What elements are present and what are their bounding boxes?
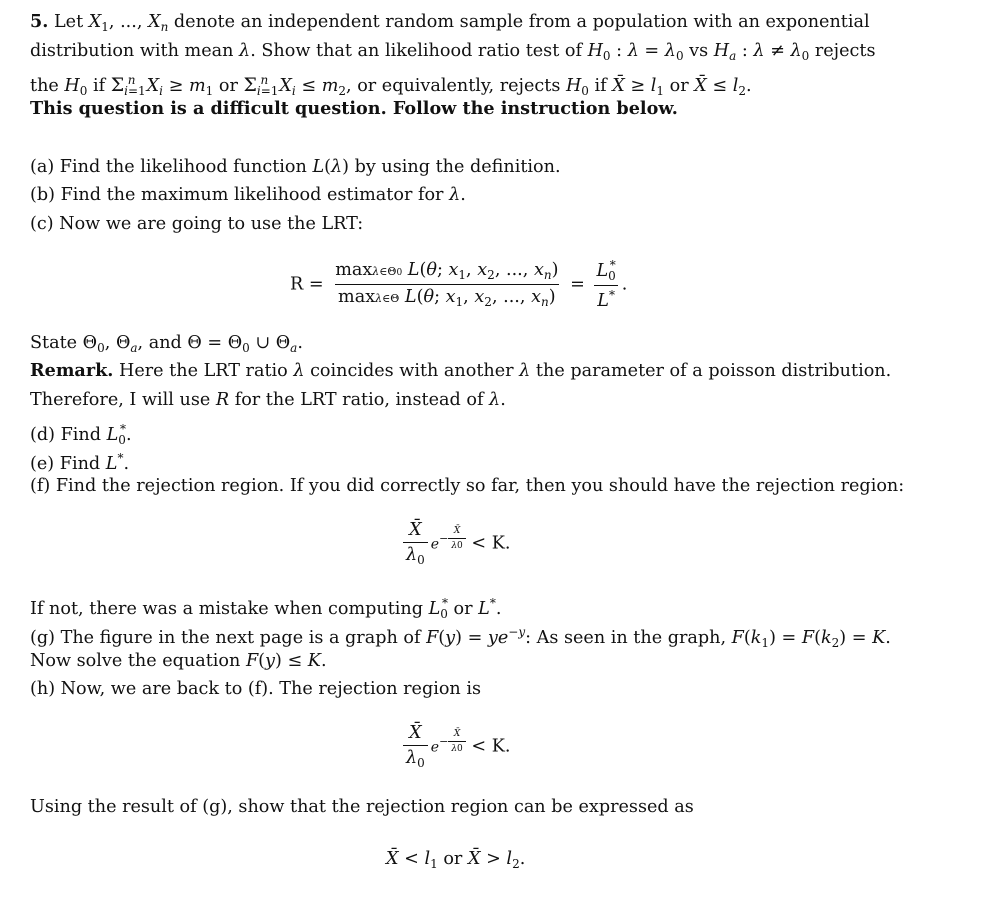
lrt-lhs: R =: [290, 274, 324, 295]
part-g-continued: Now solve the equation F(y) ≤ K.: [30, 651, 327, 671]
part-b: (b) Find the maximum likelihood estimator for λ.: [30, 185, 466, 205]
lrt-fraction: $\frac{\max\lambda\in\Theta 0 L(\theta; x_1, x_2, ..., x_n)}{\max\lambda\in\Theta L(\theta; x_1, x_2, ..., x_n)}$: [335, 260, 559, 309]
part-e: (e) Find L*.: [30, 451, 130, 474]
rejection-equation-2: $\frac{X̄}{\lambda_0}$ $e^{- \frac{X̄}{\lambda 0}}$ < K.: [400, 723, 510, 770]
difficulty-note: This question is a difficult question. Follow the instruction below.: [30, 98, 678, 119]
part-c: (c) Now we are going to use the LRT:: [30, 214, 364, 234]
final-instruction: Using the result of (g), show that the rejection region can be expressed as: [30, 797, 694, 817]
problem-line-1: 5. Let $X_1$, ..., $X_n$ denote an independent random sample from a population with an exponential: [30, 11, 870, 34]
remark-continued: Therefore, I will use R for the LRT ratio, instead of λ.: [30, 390, 506, 410]
problem-line-3: the $H_0$ if $\Sigma_{i=1}^n$ $X_i \ge m_1$ or $\Sigma_{i=1}^n$ $X_i \le m_2$, or equivalently, rejects $H_0$ if X̄ ≥ $l_1$ or X̄ ≤ $l_2$.: [30, 73, 752, 98]
lrt-ratio: $\frac{L_0^*}{L^*}$: [593, 258, 618, 311]
part-h: (h) Now, we are back to (f). The rejection region is: [30, 679, 482, 699]
final-answer: X̄ < $l_1$ or X̄ > $l_2$.: [386, 849, 526, 871]
remark: Remark. Here the LRT ratio λ coincides with another λ the parameter of a poisson distribution.: [30, 360, 892, 381]
lrt-equation: [290, 258, 627, 311]
if-not-note: If not, there was a mistake when computing $L_0^*$ or L*.: [30, 596, 502, 621]
part-d: (d) Find $L_0^*$.: [30, 422, 132, 447]
part-a: (a) Find the likelihood function L(λ) by using the definition.: [30, 157, 561, 177]
part-g: (g) The figure in the next page is a graph of $F(y) = ye^{-y}$: As seen in the graph, $F(k_1) = F(k_2) = K$.: [30, 625, 891, 650]
part-f: (f) Find the rejection region. If you did correctly so far, then you should have the rejection region:: [30, 476, 905, 496]
state-sets: State $\Theta_0$, $\Theta_a$, and $\Theta = \Theta_0$ ∪ $\Theta_a$.: [30, 333, 303, 355]
lrt-equals: =: [570, 274, 585, 295]
problem-line-2: distribution with mean λ. Show that an likelihood ratio test of $H_0$ : $\lambda = \lambda_0$ vs $H_a$ : $\lambda \ne \lambda_0$ rejects: [30, 41, 876, 63]
lrt-period: .: [621, 274, 628, 295]
rejection-equation-1: $\frac{X̄}{\lambda_0}$ $e^{- \frac{X̄}{\lambda 0}}$ < K.: [400, 520, 510, 567]
